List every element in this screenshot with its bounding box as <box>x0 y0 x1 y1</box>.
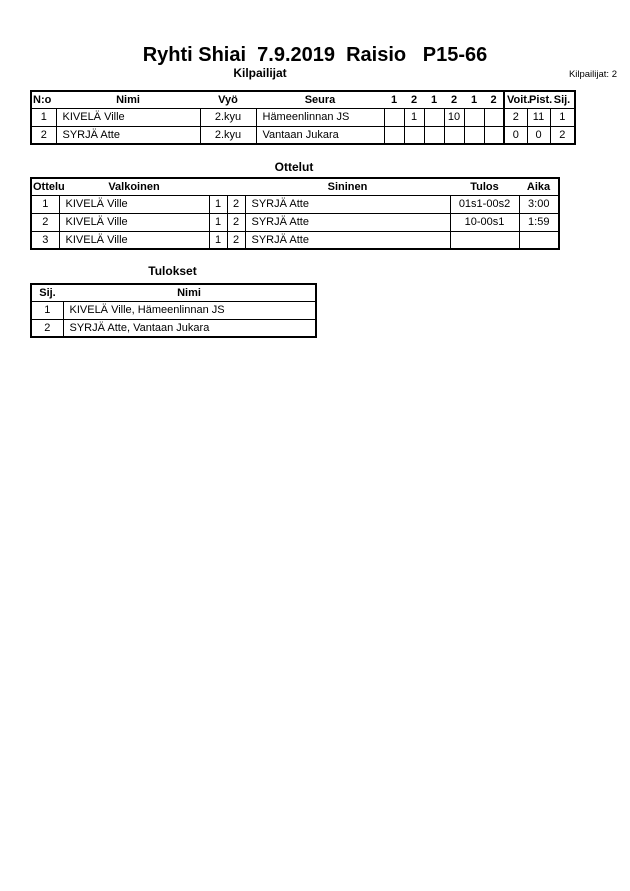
col-header-tulos: Tulos <box>450 178 519 195</box>
competitors-header-row <box>31 91 575 108</box>
competitors-table <box>30 90 576 145</box>
score-cell <box>424 126 444 144</box>
white-player-no: 1 <box>209 231 227 249</box>
col-header-score-6: 2 <box>484 91 504 108</box>
table-row <box>31 301 316 319</box>
competitor-club: Hämeenlinnan JS <box>256 108 384 126</box>
white-player-no: 1 <box>209 195 227 213</box>
col-header-seura: Seura <box>256 91 384 108</box>
blue-player-no: 2 <box>227 231 245 249</box>
placement-cell: 1 <box>550 108 575 126</box>
col-header-pist: Pist. <box>527 91 550 108</box>
section-title-tulokset: Tulokset <box>148 264 197 278</box>
blue-player: SYRJÄ Atte <box>245 231 450 249</box>
col-header-white-no <box>209 178 227 195</box>
wins-cell: 2 <box>504 108 527 126</box>
section-title-ottelut: Ottelut <box>274 160 314 174</box>
white-player: KIVELÄ Ville <box>59 231 209 249</box>
match-time: 1:59 <box>519 213 559 231</box>
score-cell <box>464 126 484 144</box>
white-player: KIVELÄ Ville <box>59 195 209 213</box>
col-header-sij: Sij. <box>31 284 63 301</box>
col-header-score-3: 1 <box>424 91 444 108</box>
results-table <box>30 283 317 338</box>
placement-cell: 2 <box>550 126 575 144</box>
col-header-ottelu: Ottelu <box>31 178 59 195</box>
col-header-nimi: Nimi <box>63 284 316 301</box>
matches-header-row <box>31 178 559 195</box>
match-no: 3 <box>31 231 59 249</box>
score-cell <box>444 126 464 144</box>
col-header-voit: Voit. <box>504 91 527 108</box>
col-header-aika: Aika <box>519 178 559 195</box>
table-row <box>31 108 575 126</box>
table-row <box>31 195 559 213</box>
match-time <box>519 231 559 249</box>
match-result: 10-00s1 <box>450 213 519 231</box>
section-title-kilpailijat: Kilpailijat <box>233 66 287 80</box>
blue-player-no: 2 <box>227 213 245 231</box>
results-header-row <box>31 284 316 301</box>
table-row <box>31 126 575 144</box>
competitor-belt: 2.kyu <box>200 108 256 126</box>
wins-cell: 0 <box>504 126 527 144</box>
result-placement: 2 <box>31 319 63 337</box>
col-header-score-4: 2 <box>444 91 464 108</box>
page-title: Ryhti Shiai 7.9.2019 Raisio P15-66 <box>142 44 488 66</box>
blue-player: SYRJÄ Atte <box>245 213 450 231</box>
competitor-name: KIVELÄ Ville <box>56 108 200 126</box>
col-header-nimi: Nimi <box>56 91 200 108</box>
col-header-valkoinen: Valkoinen <box>59 178 209 195</box>
points-cell: 11 <box>527 108 550 126</box>
score-cell <box>404 126 424 144</box>
col-header-sij: Sij. <box>550 91 575 108</box>
col-header-sininen: Sininen <box>245 178 450 195</box>
matches-table <box>30 177 560 250</box>
score-cell <box>484 126 504 144</box>
points-cell: 0 <box>527 126 550 144</box>
competitor-no: 2 <box>31 126 56 144</box>
score-cell <box>384 126 404 144</box>
col-header-score-1: 1 <box>384 91 404 108</box>
score-cell <box>484 108 504 126</box>
competitor-name: SYRJÄ Atte <box>56 126 200 144</box>
competitor-no: 1 <box>31 108 56 126</box>
white-player-no: 1 <box>209 213 227 231</box>
score-cell: 1 <box>404 108 424 126</box>
competitors-count-label: Kilpailijat: 2 <box>568 69 617 80</box>
table-row <box>31 319 316 337</box>
col-header-vyo: Vyö <box>200 91 256 108</box>
result-name: SYRJÄ Atte, Vantaan Jukara <box>63 319 316 337</box>
col-header-no: N:o <box>31 91 56 108</box>
match-result: 01s1-00s2 <box>450 195 519 213</box>
competitor-club: Vantaan Jukara <box>256 126 384 144</box>
blue-player-no: 2 <box>227 195 245 213</box>
score-cell: 10 <box>444 108 464 126</box>
white-player: KIVELÄ Ville <box>59 213 209 231</box>
match-no: 1 <box>31 195 59 213</box>
match-result <box>450 231 519 249</box>
table-row <box>31 213 559 231</box>
match-no: 2 <box>31 213 59 231</box>
col-header-score-2: 2 <box>404 91 424 108</box>
table-row <box>31 231 559 249</box>
competitor-belt: 2.kyu <box>200 126 256 144</box>
col-header-score-5: 1 <box>464 91 484 108</box>
match-time: 3:00 <box>519 195 559 213</box>
result-placement: 1 <box>31 301 63 319</box>
col-header-blue-no <box>227 178 245 195</box>
blue-player: SYRJÄ Atte <box>245 195 450 213</box>
score-cell <box>384 108 404 126</box>
result-name: KIVELÄ Ville, Hämeenlinnan JS <box>63 301 316 319</box>
score-cell <box>424 108 444 126</box>
score-cell <box>464 108 484 126</box>
